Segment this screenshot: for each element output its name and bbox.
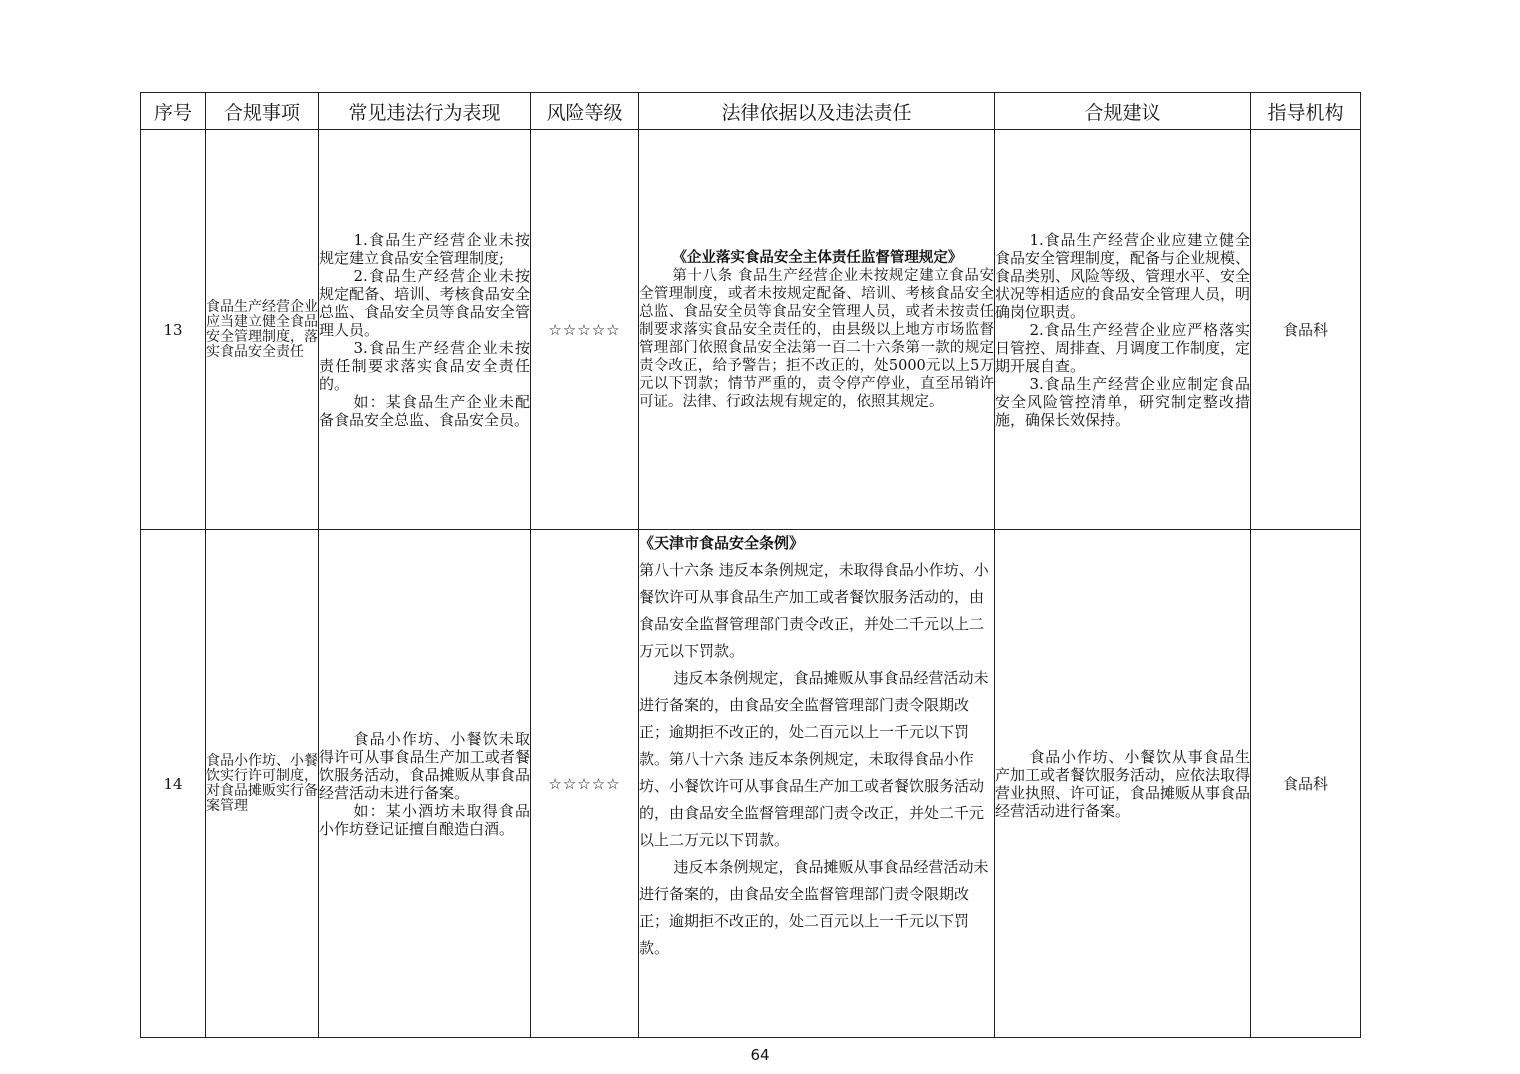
header-row — [141, 93, 1361, 130]
row-seq: 13 — [141, 130, 206, 530]
advice-text: 1.食品生产经营企业应建立健全食品安全管理制度，配备与企业规模、食品类别、风险等级、管理水平、安全状况等相适应的食品安全管理人员，明确岗位职责。 — [995, 230, 1251, 321]
risk-stars: ☆☆☆☆☆ — [531, 130, 639, 530]
advice-text: 3.食品生产经营企业应制定食品安全风险管控清单，研究制定整改措施，确保长效保持。 — [995, 374, 1250, 429]
behavior-text: 3.食品生产经营企业未按责任制要求落实食品安全责任的。 — [319, 338, 530, 393]
row-org: 食品科 — [1251, 130, 1361, 530]
page-number: 64 — [750, 1046, 770, 1064]
behavior-example: 如：某食品生产企业未配备食品安全总监、食品安全员。 — [319, 392, 530, 429]
law-paragraph: 第八十六条 违反本条例规定，未取得食品小作坊、小餐饮许可从事食品生产加工或者餐饮服务活动的，由食品安全监督管理部门责令改正，并处二千元以上二万元以下罚款。 — [639, 561, 989, 660]
header-org: 指导机构 — [1251, 93, 1361, 130]
header-law: 法律依据以及违法责任 — [639, 93, 995, 130]
table-row — [141, 130, 1361, 530]
header-item: 合规事项 — [206, 93, 319, 130]
header-seq: 序号 — [141, 93, 206, 130]
row-advice — [995, 130, 1251, 530]
law-paragraph: 违反本条例规定，食品摊贩从事食品经营活动未进行备案的，由食品安全监督管理部门责令限期改正；逾期拒不改正的，处二百元以上一千元以下罚款。 — [639, 858, 989, 957]
row-item: 食品小作坊、小餐饮实行许可制度，对食品摊贩实行备案管理 — [206, 530, 319, 1038]
row-item: 食品生产经营企业应当建立健全食品安全管理制度，落实食品安全责任 — [206, 130, 319, 530]
law-title: 《天津市食品安全条例》 — [639, 534, 805, 552]
header-advice: 合规建议 — [995, 93, 1251, 130]
row-org: 食品科 — [1251, 530, 1361, 1038]
row-seq: 14 — [141, 530, 206, 1038]
row-behaviors — [319, 130, 531, 530]
law-title: 《企业落实食品安全主体责任监督管理规定》 — [672, 248, 963, 266]
row-law — [639, 530, 995, 1038]
behavior-text: 2.食品生产经营企业未按规定配备、培训、考核食品安全总监、食品安全员等食品安全管理人员。 — [319, 266, 530, 339]
header-behaviors: 常见违法行为表现 — [319, 93, 531, 130]
row-advice — [995, 530, 1251, 1038]
risk-stars: ☆☆☆☆☆ — [531, 530, 639, 1038]
behavior-text: 食品小作坊、小餐饮未取得许可从事食品生产加工或者餐饮服务活动，食品摊贩从事食品经营活动未进行备案。 — [319, 729, 530, 802]
row-law — [639, 130, 995, 530]
row-behaviors — [319, 530, 531, 1038]
header-risk: 风险等级 — [531, 93, 639, 130]
advice-text: 食品小作坊、小餐饮从事食品生产加工或者餐饮服务活动，应依法取得营业执照、许可证，食品摊贩从事食品经营活动进行备案。 — [995, 747, 1251, 820]
behavior-text: 1.食品生产经营企业未按规定建立食品安全管理制度; — [319, 230, 530, 267]
law-paragraph: 违反本条例规定，食品摊贩从事食品经营活动未进行备案的，由食品安全监督管理部门责令限期改正；逾期拒不改正的，处二百元以上一千元以下罚款。第八十六条 违反本条例规定，未取得食品小作坊、小餐饮许可从事食品生产加工或者餐饮服务活动的，由食品安全监督管理部门责令改正，并处二千元以上二万元以下罚款。 — [639, 669, 989, 849]
advice-text: 2.食品生产经营企业应严格落实日管控、周排查、月调度工作制度，定期开展自查。 — [995, 320, 1251, 375]
compliance-table — [140, 92, 1361, 1038]
table-row — [141, 530, 1361, 1038]
law-body: 第十八条 食品生产经营企业未按规定建立食品安全管理制度，或者未按规定配备、培训、考核食品安全总监、食品安全员等食品安全管理人员，或者未按责任制要求落实食品安全责任的，由县级以上地方市场监督管理部门依照食品安全法第一百二十六条第一款的规定责令改正，给予警告；拒不改正的，处5000元以上5万元以下罚款；情节严重的，责令停产停业，直至吊销许可证。法律、行政法规有规定的，依照其规定。 — [639, 267, 994, 410]
behavior-example: 如：某小酒坊未取得食品小作坊登记证擅自酿造白酒。 — [319, 801, 530, 838]
